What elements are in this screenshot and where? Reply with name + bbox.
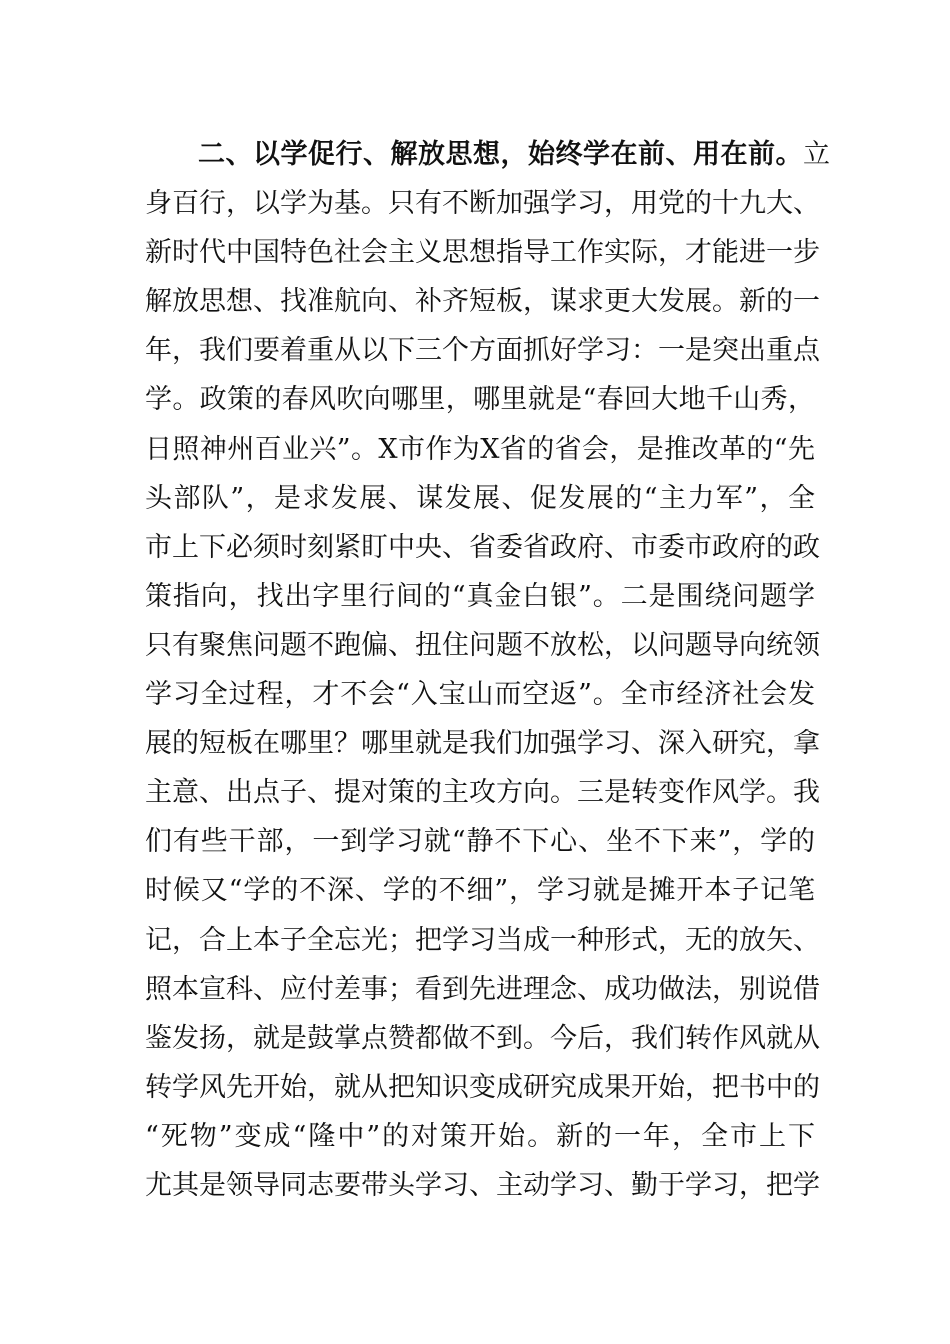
paragraph-line: 策指向，找出字里行间的“真金白银”。二是围绕问题学 <box>145 580 815 612</box>
paragraph-line: 头部队”，是求发展、谋发展、促发展的“主力军”，全 <box>145 482 815 514</box>
paragraph-line: 尤其是领导同志要带头学习、主动学习、勤于学习，把学 <box>145 1169 820 1201</box>
paragraph-line: 新时代中国特色社会主义思想指导工作实际，才能进一步 <box>145 237 820 269</box>
paragraph-line: 只有聚焦问题不跑偏、扭住问题不放松，以问题导向统领 <box>145 629 820 661</box>
section-heading: 二、以学促行、解放思想，始终学在前、用在前。 <box>198 139 803 170</box>
paragraph-line: 主意、出点子、提对策的主攻方向。三是转变作风学。我 <box>145 777 820 809</box>
paragraph-line: 记，合上本子全忘光；把学习当成一种形式，无的放矢、 <box>145 924 820 956</box>
heading-continuation: 立 <box>803 139 830 170</box>
paragraph-line: 解放思想、找准航向、补齐短板，谋求更大发展。新的一 <box>145 286 820 318</box>
paragraph-line: 市上下必须时刻紧盯中央、省委省政府、市委市政府的政 <box>145 531 820 563</box>
paragraph-line: 展的短板在哪里？哪里就是我们加强学习、深入研究，拿 <box>145 728 820 760</box>
paragraph-line: 年，我们要着重从以下三个方面抓好学习：一是突出重点 <box>145 335 820 367</box>
paragraph-line: 转学风先开始，就从把知识变成研究成果开始，把书中的 <box>145 1071 820 1103</box>
paragraph-line: 日照神州百业兴”。X市作为X省的省会，是推改革的“先 <box>145 433 815 465</box>
paragraph-line: “死物”变成“隆中”的对策开始。新的一年，全市上下 <box>145 1120 815 1152</box>
paragraph-line: 身百行，以学为基。只有不断加强学习，用党的十九大、 <box>145 188 820 220</box>
paragraph-line: 学习全过程，才不会“入宝山而空返”。全市经济社会发 <box>145 679 815 711</box>
paragraph-line: 们有些干部，一到学习就“静不下心、坐不下来”，学的 <box>145 826 815 858</box>
paragraph-line-1 <box>145 130 830 179</box>
paragraph-line: 鉴发扬，就是鼓掌点赞都做不到。今后，我们转作风就从 <box>145 1022 820 1054</box>
document-body <box>145 130 830 1210</box>
paragraph-line: 照本宣科、应付差事；看到先进理念、成功做法，别说借 <box>145 973 820 1005</box>
paragraph-line: 学。政策的春风吹向哪里，哪里就是“春回大地千山秀， <box>145 384 815 416</box>
paragraph-line: 时候又“学的不深、学的不细”，学习就是摊开本子记笔 <box>145 875 815 907</box>
